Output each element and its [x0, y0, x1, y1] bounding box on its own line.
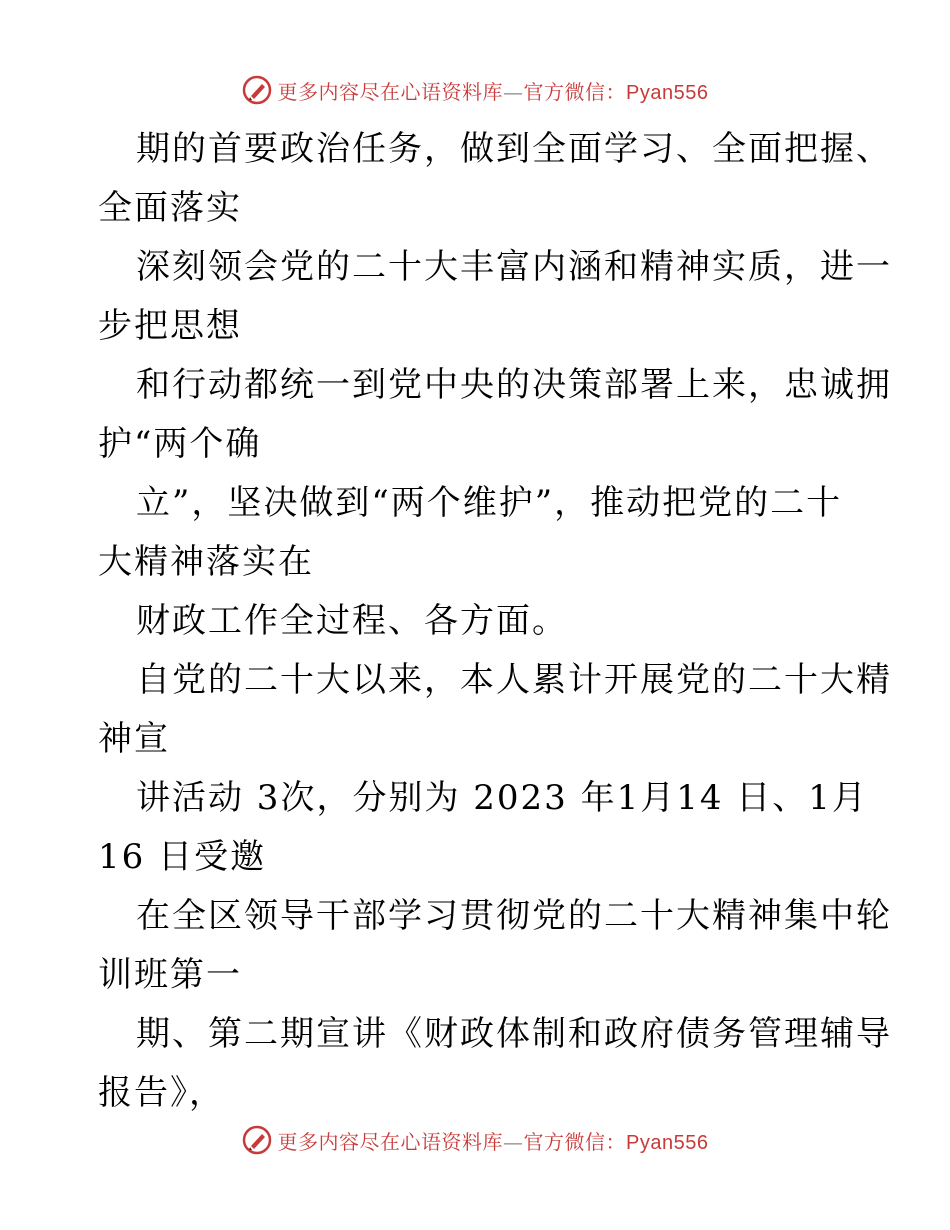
footer-banner	[0, 1120, 950, 1160]
body-line: 期的首要政治任务，做到全面学习、全面把握、	[136, 129, 892, 169]
body-line: 护“两个确	[98, 424, 262, 464]
banner-wechat-label: 官方微信：	[523, 79, 627, 104]
body-line: 在全区领导干部学习贯彻党的二十大精神集中轮	[136, 896, 892, 936]
banner-dash: —	[503, 79, 524, 104]
body-line: 和行动都统一到党中央的决策部署上来，忠诚拥	[136, 365, 892, 405]
banner-wechat-id: Pyan556	[626, 1131, 709, 1154]
body-line: 步把思想	[98, 306, 242, 346]
banner-site-name: 更多内容尽在心语资料库	[277, 1129, 504, 1154]
pen-logo-icon	[242, 1125, 272, 1155]
banner-wechat-id: Pyan556	[626, 81, 709, 104]
header-banner-text	[278, 76, 709, 105]
body-line: 期、第二期宣讲《财政体制和政府债务管理辅导	[136, 1014, 892, 1054]
body-line: 全面落实	[98, 188, 242, 228]
header-banner	[0, 70, 950, 110]
body-line: 财政工作全过程、各方面。	[136, 601, 568, 641]
footer-banner-text	[278, 1126, 709, 1155]
body-line: 深刻领会党的二十大丰富内涵和精神实质，进一	[136, 247, 892, 287]
body-line: 16 日受邀	[98, 837, 267, 877]
body-line: 立”，坚决做到“两个维护”，推动把党的二十	[136, 483, 843, 523]
body-line: 神宣	[98, 719, 170, 759]
banner-wechat-label: 官方微信：	[523, 1129, 627, 1154]
body-line: 报告》，	[98, 1073, 225, 1113]
body-line: 自党的二十大以来，本人累计开展党的二十大精	[136, 660, 892, 700]
banner-dash: —	[503, 1129, 524, 1154]
body-line: 训班第一	[98, 955, 242, 995]
body-line: 大精神落实在	[98, 542, 314, 582]
pen-logo-icon	[242, 75, 272, 105]
document-body	[98, 120, 892, 1123]
body-line: 讲活动 3次，分别为 2023 年1月14 日、1月	[136, 778, 868, 818]
banner-site-name: 更多内容尽在心语资料库	[277, 79, 504, 104]
